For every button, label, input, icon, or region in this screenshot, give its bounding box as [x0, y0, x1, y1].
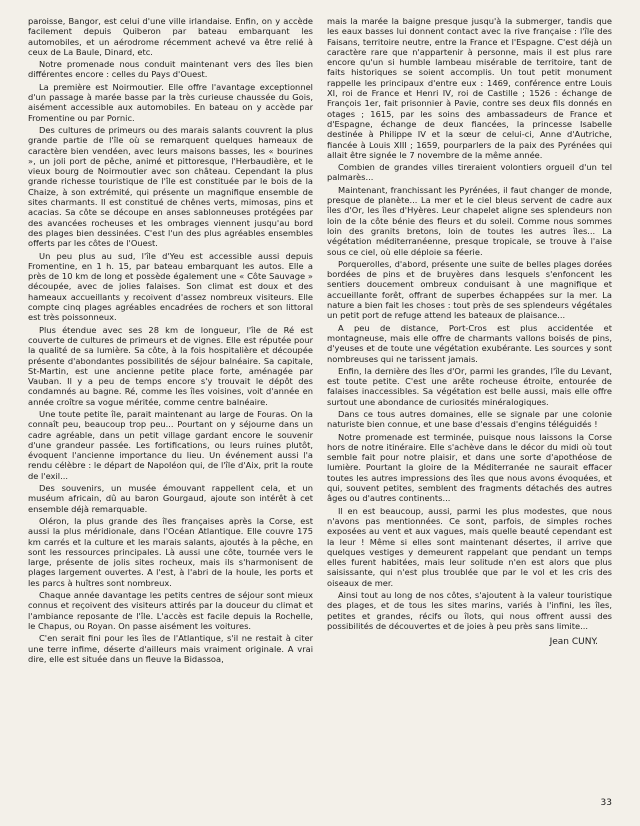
- paragraph: Plus étendue avec ses 28 km de longueur, l'île de Ré est couverte de cultures de primeurs et de vignes. Elle est réputée pour la qualité de sa lumière. Sa côte, à la fois hospitalière et découpée présente d'abondantes possibilités de séjour balnéaire. Sa capitale, St-Martin, est une ancienne petite place forte, aménagée par Vauban. Il y a peu de temps encore s'y trouvait le dépôt des condamnés au bagne. Ré, comme les îles voisines, voit d'année en année croître sa vogue méritée, comme centre balnéaire.: [28, 324, 313, 407]
- paragraph: Notre promenade nous conduit maintenant vers des îles bien différentes encore : celles du Pays d'Ouest.: [28, 59, 313, 80]
- paragraph: A peu de distance, Port-Cros est plus accidentée et montagneuse, mais elle offre de charmants vallons boisés de pins, d'yeuses et de toute une végétation exubérante. Les sources y sont nombreuses qui ne tarissent jamais.: [327, 322, 612, 364]
- paragraph: Un peu plus au sud, l'île d'Yeu est accessible aussi depuis Fromentine, en 1 h. 15, par bateau embarquant les autos. Elle a près de 10 km de long et possède également une « Côte Sauvage » découpée, avec de jolies falaises. Son climat est doux et des hameaux accueillants y recoivent d'assez nombreux visiteurs. Elle compte cinq plages agréables encadrées de rochers et son littoral est très poissonneux.: [28, 250, 313, 323]
- paragraph: Maintenant, franchissant les Pyrénées, il faut changer de monde, presque de planète... La mer et le ciel bleus servent de cadre aux îles d'Or, les îles d'Hyères. Leur chapelet aligne ses splendeurs non loin de la côte bénie des fleurs et du soleil. Comme nous sommes loin des granits bretons, loin de toutes les autres îles... La végétation méditerranéenne, presque tropicale, se trouve à l'aise sous ce ciel, où elle déploie sa féerie.: [327, 184, 612, 257]
- paragraph: mais la marée la baigne presque jusqu'à la submerger, tandis que les eaux basses lui donnent contact avec la rive française : l'île des Faisans, territoire neutre, entre la France et l'Espagne. C'est déjà un caractère rare que n'appartenir à personne, mais il est plus rare encore qu'un si humble lambeau misérable de territoire, tant de faits historiques se soient accomplis. Un tout petit monument rappelle les principaux d'entre eux : 1469, conférence entre Louis XI, roi de France et Henri IV, roi de Castille ; 1526 : échange de François 1er, fait prisonnier à Pavie, contre ses deux fils donnés en otages ; 1615, par les soins des ambassadeurs de France et d'Espagne, échange de deux fiancées, la princesse Isabelle destinée à Philippe IV et la sœur de celui-ci, Anne d'Autriche, fiancée à Louis XIII ; 1659, pourparlers de la paix des Pyrénées qui allait être signée le 7 novembre de la même année.: [327, 16, 612, 160]
- left-column: [28, 16, 313, 666]
- page-number: 33: [600, 798, 612, 808]
- right-column: [327, 16, 612, 666]
- paragraph: Oléron, la plus grande des îles françaises après la Corse, est aussi la plus méridionale, dans l'Océan Atlantique. Elle couvre 175 km carrés et la culture et les marais salants, ajoutés à la pêche, en sont les ressources principales. Là aussi une côte, tournée vers le large, présente de jolis sites rocheux, mais ils s'harmonisent de plages largement ouvertes. A l'est, à l'abri de la houle, les ports et les parcs à huîtres sont nombreux.: [28, 515, 313, 588]
- paragraph: C'en serait fini pour les îles de l'Atlantique, s'il ne restait à citer une terre infime, déserte d'ailleurs mais vraiment originale. A vrai dire, elle est située dans un fleuve la Bidassoa,: [28, 633, 313, 664]
- paragraph: Combien de grandes villes tireraient volontiers orgueil d'un tel palmarès...: [327, 162, 612, 183]
- paragraph: Enfin, la dernière des îles d'Or, parmi les grandes, l'île du Levant, est toute petite. C'est une arête rocheuse étroite, entourée de falaises inaccessibles. Sa végétation est belle aussi, mais elle offre surtout une abondance de curiosités minéralogiques.: [327, 365, 612, 407]
- paragraph: Des souvenirs, un musée émouvant rappellent cela, et un muséum africain, dû au baron Gourgaud, ajoute son intérêt à cet ensemble déjà remarquable.: [28, 483, 313, 514]
- paragraph: Ainsi tout au long de nos côtes, s'ajoutent à la valeur touristique des plages, et de tous les sites marins, variés à l'infini, les îles, petites et grandes, récifs ou îlots, qui nous offrent aussi des possibilités de découvertes et de joies à peu près sans limite...: [327, 590, 612, 631]
- paragraph: Notre promenade est terminée, puisque nous laissons la Corse hors de notre itinéraire. Elle s'achève dans le décor du midi où tout semble fait pour notre plaisir, et dans une sorte d'apothéose de lumière. Pourtant la gloire de la Méditerranée ne saurait effacer toutes les autres impressions des îles que nous avons évoquées, et qui, souvent petites, semblent des fragments détachés des autres âges ou d'autres continents...: [327, 431, 612, 504]
- author-signature: Jean CUNY.: [549, 637, 598, 648]
- paragraph: Dans ce tous autres domaines, elle se signale par une colonie naturiste bien connue, et une base d'essais d'engins téléguidés !: [327, 408, 612, 430]
- paragraph: Porquerolles, d'abord, présente une suite de belles plages dorées bordées de pins et de bruyères dans lesquels s'enfoncent les sentiers doucement ombreux conduisant à une magnifique et accueillante forêt, offrant de superbes échappées sur la mer. La nature a bien fait les choses : tout près de ses splendeurs végétales un petit port de refuge attend les bateaux de plaisance...: [327, 258, 612, 321]
- paragraph: Il en est beaucoup, aussi, parmi les plus modestes, que nous n'avons pas mentionnées. Ce sont, parfois, de simples roches exposées au vent et aux vagues, mais quelle beauté cependant est la leur ! Même si elles sont maintenant désertes, il arrive que quelques vestiges y demeurent rappelant que pendant un temps elles furent habitées, mais leur solitude n'en est alors que plus saisissante, qui n'est plus troublée que par le vol et les cris des oiseaux de mer.: [327, 505, 612, 588]
- paragraph: paroisse, Bangor, est celui d'une ville irlandaise. Enfin, on y accède facilement depuis Quiberon par bateau embarquant les automobiles, et un aérodrome récemment achevé va être relié à ceux de La Baule, Dinard, etc.: [28, 16, 313, 57]
- paragraph: Des cultures de primeurs ou des marais salants couvrent la plus grande partie de l'île où se remarquent quelques hameaux de caractère bien vendéen, avec leurs maisons basses, les « bourines », un joli port de pêche, animé et pittoresque, l'Herbaudière, et le vieux bourg de Noirmoutier avec son château. Cependant la plus grande richesse touristique de l'île est constituée par le bois de la Chaize, à son extrémité, qui présente un magnifique ensemble de sites charmants. Il est constitué de chênes verts, mimosas, pins et acacias. Sa côte se découpe en anses sablonneuses protégées par des avancées rocheuses et les ombrages viennent jusqu'au bord des plages bien dessinées. C'est l'un des plus agréables ensembles offerts par les côtes de l'Ouest.: [28, 124, 313, 249]
- paragraph: Chaque année davantage les petits centres de séjour sont mieux connus et reçoivent des visiteurs attirés par la douceur du climat et l'ambiance reposante de l'île. L'accès est facile depuis la Rochelle, le Chapus, ou Royan. On passe aisément les voitures.: [28, 590, 313, 631]
- text-columns: [28, 16, 612, 666]
- paragraph: Une toute petite île, parait maintenant au large de Fouras. On la connaît peu, beaucoup trop peu... Pourtant on y séjourne dans un cadre agréable, dans un petit village gardant encore le souvenir d'une grandeur passée. Les fortifications, ou leurs ruines plutôt, évoquent l'ancienne importance du lieu. Un événement aussi l'a rendu célèbre : le départ de Napoléon qui, de l'île d'Aix, prit la route de l'exil...: [28, 408, 313, 481]
- paragraph: La première est Noirmoutier. Elle offre l'avantage exceptionnel d'un passage à marée basse par la très curieuse chaussée du Gois, aisément accessible aux automobiles. En bateau on y accède par Fromentine ou par Pornic.: [28, 81, 313, 123]
